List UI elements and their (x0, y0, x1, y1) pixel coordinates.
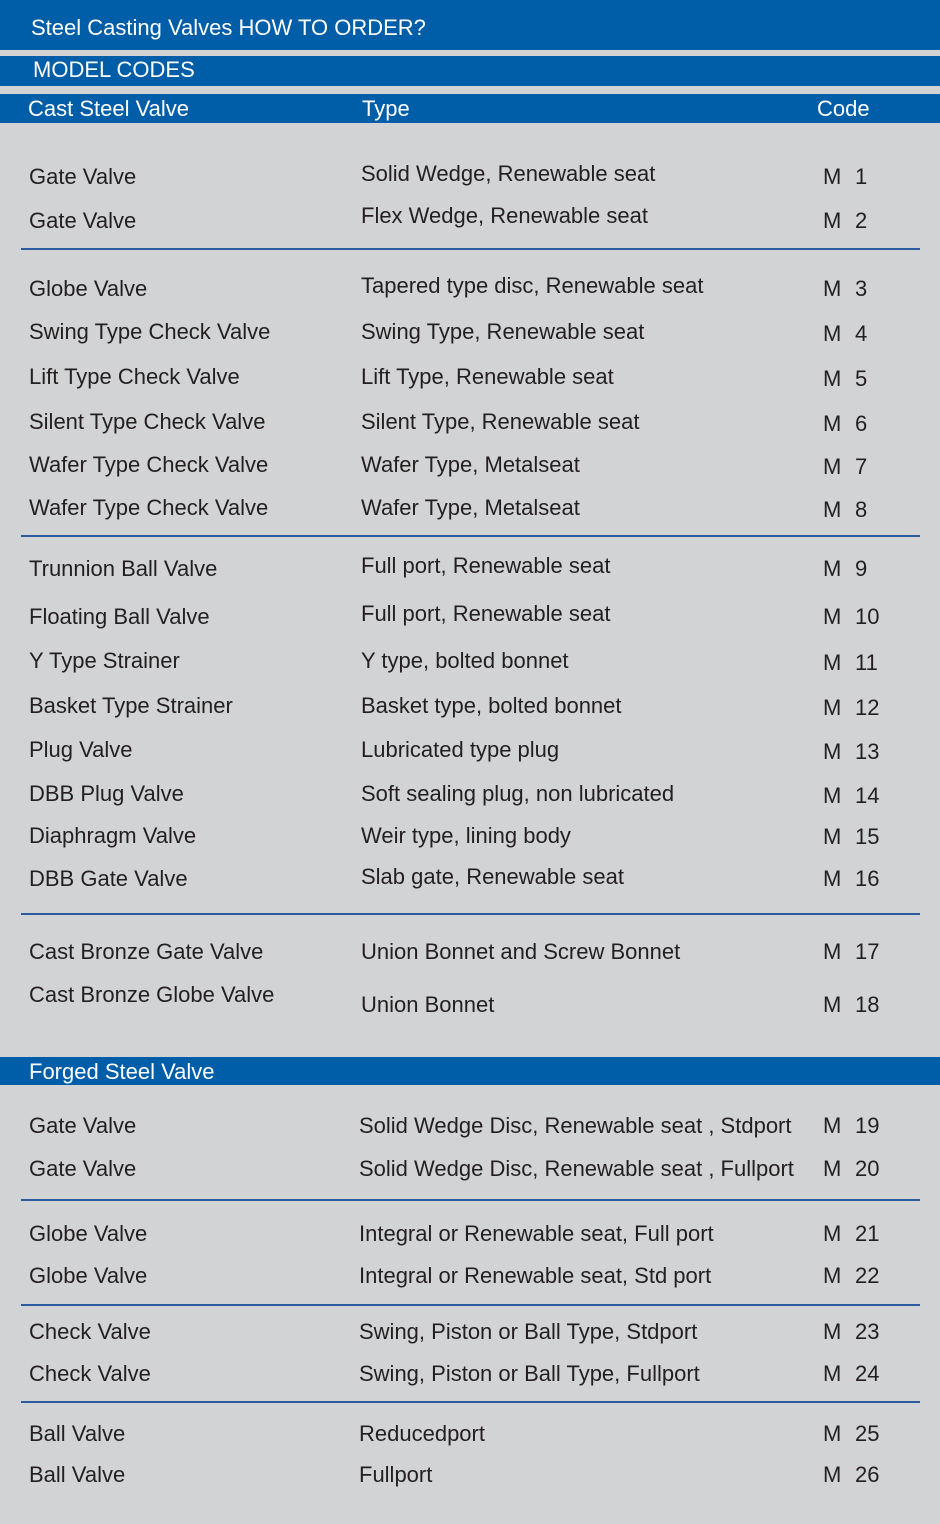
row-type: Lubricated type plug (361, 737, 560, 762)
row-code: 19 (855, 1113, 880, 1138)
row-name: Ball Valve (29, 1421, 126, 1446)
row-name: Gate Valve (29, 208, 137, 233)
row-code-prefix: M (823, 454, 842, 479)
row-code: 3 (855, 276, 868, 301)
row-name: Wafer Type Check Valve (29, 495, 269, 520)
page-title: Steel Casting Valves HOW TO ORDER? (0, 0, 940, 50)
table-row (0, 362, 940, 392)
row-code: 8 (855, 497, 868, 522)
row-code: 24 (855, 1361, 880, 1386)
table-row (0, 937, 940, 967)
row-type: Weir type, lining body (361, 823, 571, 848)
table-row (0, 691, 940, 721)
row-type: Reducedport (359, 1421, 485, 1446)
row-code: 26 (855, 1462, 880, 1487)
cast-steel-heading: Cast Steel Valve (28, 96, 190, 121)
row-code: 4 (855, 321, 868, 346)
row-type: Solid Wedge, Renewable seat (361, 161, 656, 186)
row-code: 25 (855, 1421, 880, 1446)
row-name: Ball Valve (29, 1462, 126, 1487)
row-code-prefix: M (823, 411, 842, 436)
row-name: Basket Type Strainer (29, 693, 233, 718)
table-row (0, 1317, 940, 1347)
row-type: Union Bonnet (361, 992, 495, 1017)
table-row (0, 274, 940, 304)
row-code: 5 (855, 366, 868, 391)
row-name: Globe Valve (29, 1263, 148, 1288)
divider (21, 1199, 920, 1201)
row-name: Diaphragm Valve (29, 823, 197, 848)
row-code: 16 (855, 866, 880, 891)
row-type: Wafer Type, Metalseat (361, 452, 580, 477)
row-code: 10 (855, 604, 880, 629)
table-row (0, 1359, 940, 1389)
row-name: Check Valve (29, 1361, 151, 1386)
row-type: Integral or Renewable seat, Std port (359, 1263, 712, 1288)
row-code-prefix: M (823, 739, 842, 764)
table-row (0, 735, 940, 765)
row-name: Lift Type Check Valve (29, 364, 240, 389)
table-row (0, 1460, 940, 1490)
row-type: Union Bonnet and Screw Bonnet (361, 939, 681, 964)
row-code: 20 (855, 1156, 880, 1181)
row-type: Swing Type, Renewable seat (361, 319, 645, 344)
row-code-prefix: M (823, 1263, 842, 1288)
row-type: Fullport (359, 1462, 433, 1487)
row-code-prefix: M (823, 366, 842, 391)
row-code-prefix: M (823, 824, 842, 849)
row-type: Soft sealing plug, non lubricated (361, 781, 675, 806)
row-code-prefix: M (823, 939, 842, 964)
row-code-prefix: M (823, 1221, 842, 1246)
row-name: DBB Plug Valve (29, 781, 184, 806)
row-type: Y type, bolted bonnet (361, 648, 569, 673)
table-row (0, 554, 940, 584)
row-name: Swing Type Check Valve (29, 319, 271, 344)
table-row (0, 1154, 940, 1184)
row-code: 21 (855, 1221, 880, 1246)
row-code: 23 (855, 1319, 880, 1344)
row-code-prefix: M (823, 1113, 842, 1138)
row-code-prefix: M (823, 497, 842, 522)
table-row (0, 1219, 940, 1249)
row-name: Silent Type Check Valve (29, 409, 266, 434)
row-code-prefix: M (823, 556, 842, 581)
row-type: Swing, Piston or Ball Type, Stdport (359, 1319, 698, 1344)
table-row (0, 493, 940, 523)
table-row (0, 1261, 940, 1291)
row-code-prefix: M (823, 1421, 842, 1446)
row-code: 22 (855, 1263, 880, 1288)
row-type: Silent Type, Renewable seat (361, 409, 640, 434)
table-row (0, 821, 940, 851)
table-row (0, 1419, 940, 1449)
section-title: MODEL CODES (0, 56, 940, 86)
row-name: Check Valve (29, 1319, 151, 1344)
row-name: Cast Bronze Gate Valve (29, 939, 264, 964)
row-code: 18 (855, 992, 880, 1017)
row-code-prefix: M (823, 208, 842, 233)
table-row (0, 203, 940, 236)
row-code-prefix: M (823, 321, 842, 346)
row-code-prefix: M (823, 1156, 842, 1181)
row-type: Slab gate, Renewable seat (361, 864, 624, 889)
row-type: Integral or Renewable seat, Full port (359, 1221, 714, 1246)
cast-steel-header (0, 94, 940, 123)
row-code-prefix: M (823, 164, 842, 189)
column-header-code: Code (817, 96, 870, 121)
row-code-prefix: M (823, 866, 842, 891)
row-name: Cast Bronze Globe Valve (29, 982, 275, 1007)
table-row (0, 980, 940, 1017)
row-name: Y Type Strainer (29, 648, 180, 673)
row-code-prefix: M (823, 650, 842, 675)
row-code-prefix: M (823, 992, 842, 1017)
table-row (0, 646, 940, 676)
row-code: 13 (855, 739, 880, 764)
row-name: Globe Valve (29, 276, 148, 301)
table-row (0, 864, 940, 894)
row-code: 2 (855, 208, 868, 233)
row-name: Gate Valve (29, 1156, 137, 1181)
row-type: Solid Wedge Disc, Renewable seat , Stdport (359, 1113, 792, 1138)
table-row (0, 450, 940, 480)
row-name: Gate Valve (29, 164, 137, 189)
row-type: Full port, Renewable seat (361, 553, 611, 578)
row-name: Gate Valve (29, 1113, 137, 1138)
row-type: Lift Type, Renewable seat (361, 364, 614, 389)
row-code: 17 (855, 939, 880, 964)
table-row (0, 1111, 940, 1141)
table-row (0, 317, 940, 347)
row-name: Wafer Type Check Valve (29, 452, 269, 477)
divider (21, 535, 920, 537)
row-code: 1 (855, 164, 868, 189)
table-row (0, 602, 940, 632)
row-code-prefix: M (823, 1361, 842, 1386)
row-code-prefix: M (823, 604, 842, 629)
table-row (0, 162, 940, 192)
divider (21, 248, 920, 250)
table-row (0, 779, 940, 809)
divider (21, 1401, 920, 1403)
row-name: Globe Valve (29, 1221, 148, 1246)
row-code: 11 (855, 650, 878, 675)
row-code: 7 (855, 454, 868, 479)
row-code: 9 (855, 556, 868, 581)
divider (21, 1304, 920, 1306)
row-code: 12 (855, 695, 880, 720)
row-name: Trunnion Ball Valve (29, 556, 218, 581)
row-code: 6 (855, 411, 868, 436)
column-header-type: Type (362, 96, 410, 121)
row-code-prefix: M (823, 1462, 842, 1487)
table-row (0, 407, 940, 437)
row-type: Wafer Type, Metalseat (361, 495, 580, 520)
row-code-prefix: M (823, 276, 842, 301)
row-code-prefix: M (823, 1319, 842, 1344)
row-type: Tapered type disc, Renewable seat (361, 273, 704, 298)
divider (21, 913, 920, 915)
row-type: Full port, Renewable seat (361, 601, 611, 626)
row-name: Floating Ball Valve (29, 604, 210, 629)
row-name: Plug Valve (29, 737, 133, 762)
row-type: Basket type, bolted bonnet (361, 693, 622, 718)
row-type: Solid Wedge Disc, Renewable seat , Fullport (359, 1156, 794, 1181)
row-code: 15 (855, 824, 880, 849)
row-code-prefix: M (823, 783, 842, 808)
row-code: 14 (855, 783, 880, 808)
row-code-prefix: M (823, 695, 842, 720)
row-name: DBB Gate Valve (29, 866, 188, 891)
row-type: Flex Wedge, Renewable seat (361, 203, 648, 228)
forged-steel-heading: Forged Steel Valve (0, 1057, 940, 1085)
row-type: Swing, Piston or Ball Type, Fullport (359, 1361, 700, 1386)
